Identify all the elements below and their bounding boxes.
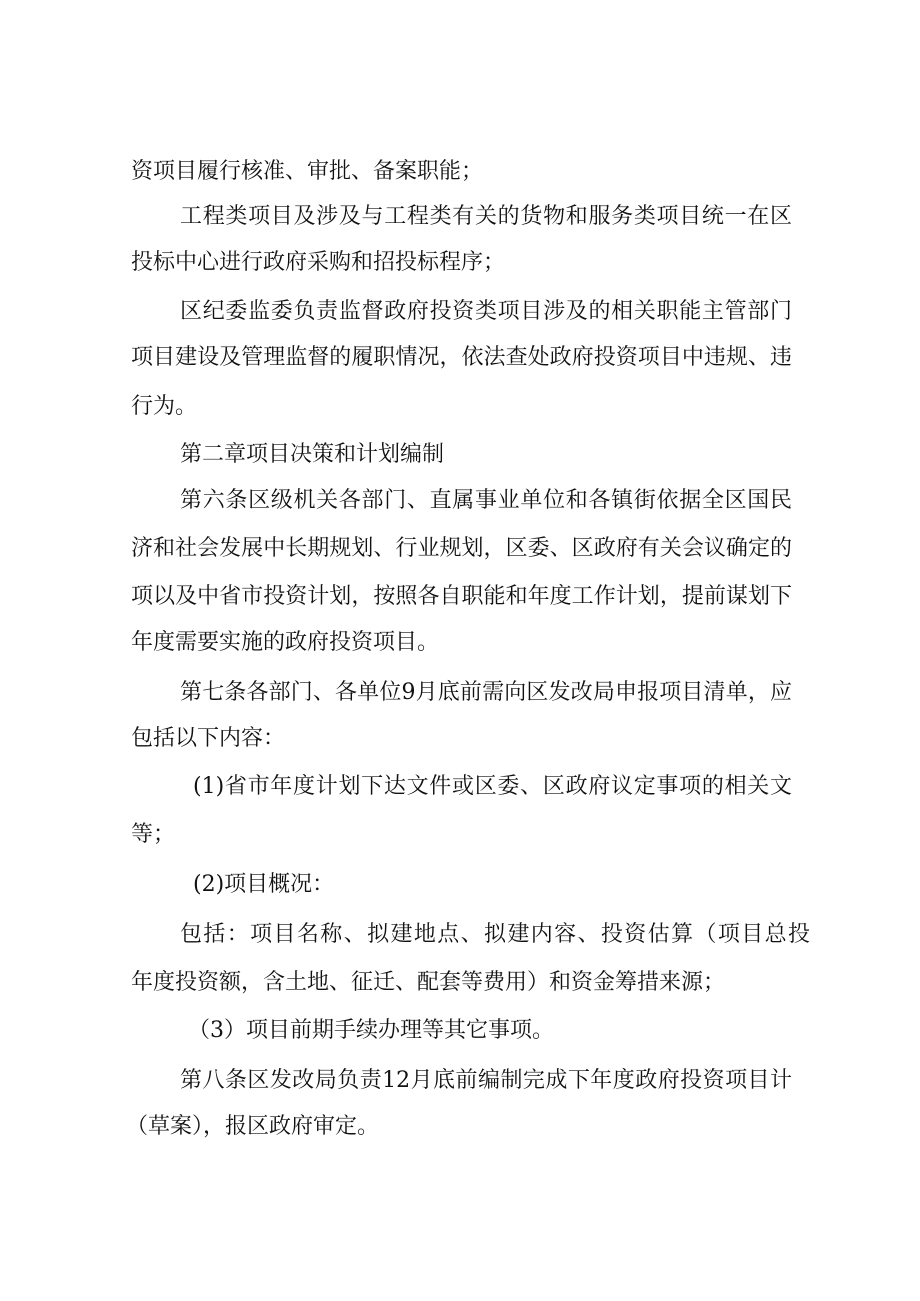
text-line-16: (2)项目概况： bbox=[193, 872, 335, 897]
text-line-3: 投标中心进行政府采购和招投标程序； bbox=[131, 250, 506, 275]
text-line-21: （草案），报区政府审定。 bbox=[126, 1114, 380, 1139]
text-line-12: 第七条各部门、各单位9月底前需向区发改局申报项目清单，应 bbox=[180, 680, 792, 705]
text-line-18: 年度投资额，含土地、征迁、配套等费用）和资金筹措来源； bbox=[131, 970, 726, 995]
text-line-10: 项以及中省市投资计划，按照各自职能和年度工作计划，提前谋划下 bbox=[131, 584, 792, 609]
text-line-8: 第六条区级机关各部门、直属事业单位和各镇街依据全区国民 bbox=[180, 488, 792, 513]
text-line-5: 项目建设及管理监督的履职情况，依法查处政府投资项目中违规、违 bbox=[131, 345, 792, 370]
text-line-6: 行为。 bbox=[131, 394, 198, 419]
text-line-1: 资项目履行核准、审批、备案职能； bbox=[131, 159, 484, 184]
text-line-17: 包括：项目名称、拟建地点、拟建内容、投资估算（项目总投 bbox=[180, 922, 810, 947]
text-line-15: 等； bbox=[131, 822, 176, 847]
text-line-13: 包括以下内容： bbox=[131, 726, 286, 751]
chapter-heading: 第二章项目决策和计划编制 bbox=[180, 442, 445, 467]
text-line-14: (1)省市年度计划下达文件或区委、区政府议定事项的相关文 bbox=[193, 774, 792, 799]
text-line-19: （3）项目前期手续办理等其它事项。 bbox=[188, 1018, 554, 1043]
text-line-2: 工程类项目及涉及与工程类有关的货物和服务类项目统一在区 bbox=[180, 204, 792, 229]
text-line-4: 区纪委监委负责监督政府投资类项目涉及的相关职能主管部门 bbox=[180, 299, 792, 324]
text-line-11: 年度需要实施的政府投资项目。 bbox=[131, 630, 440, 655]
text-line-9: 济和社会发展中长期规划、行业规划，区委、区政府有关会议确定的 bbox=[131, 536, 792, 561]
text-line-20: 第八条区发改局负责12月底前编制完成下年度政府投资项目计 bbox=[180, 1068, 792, 1093]
